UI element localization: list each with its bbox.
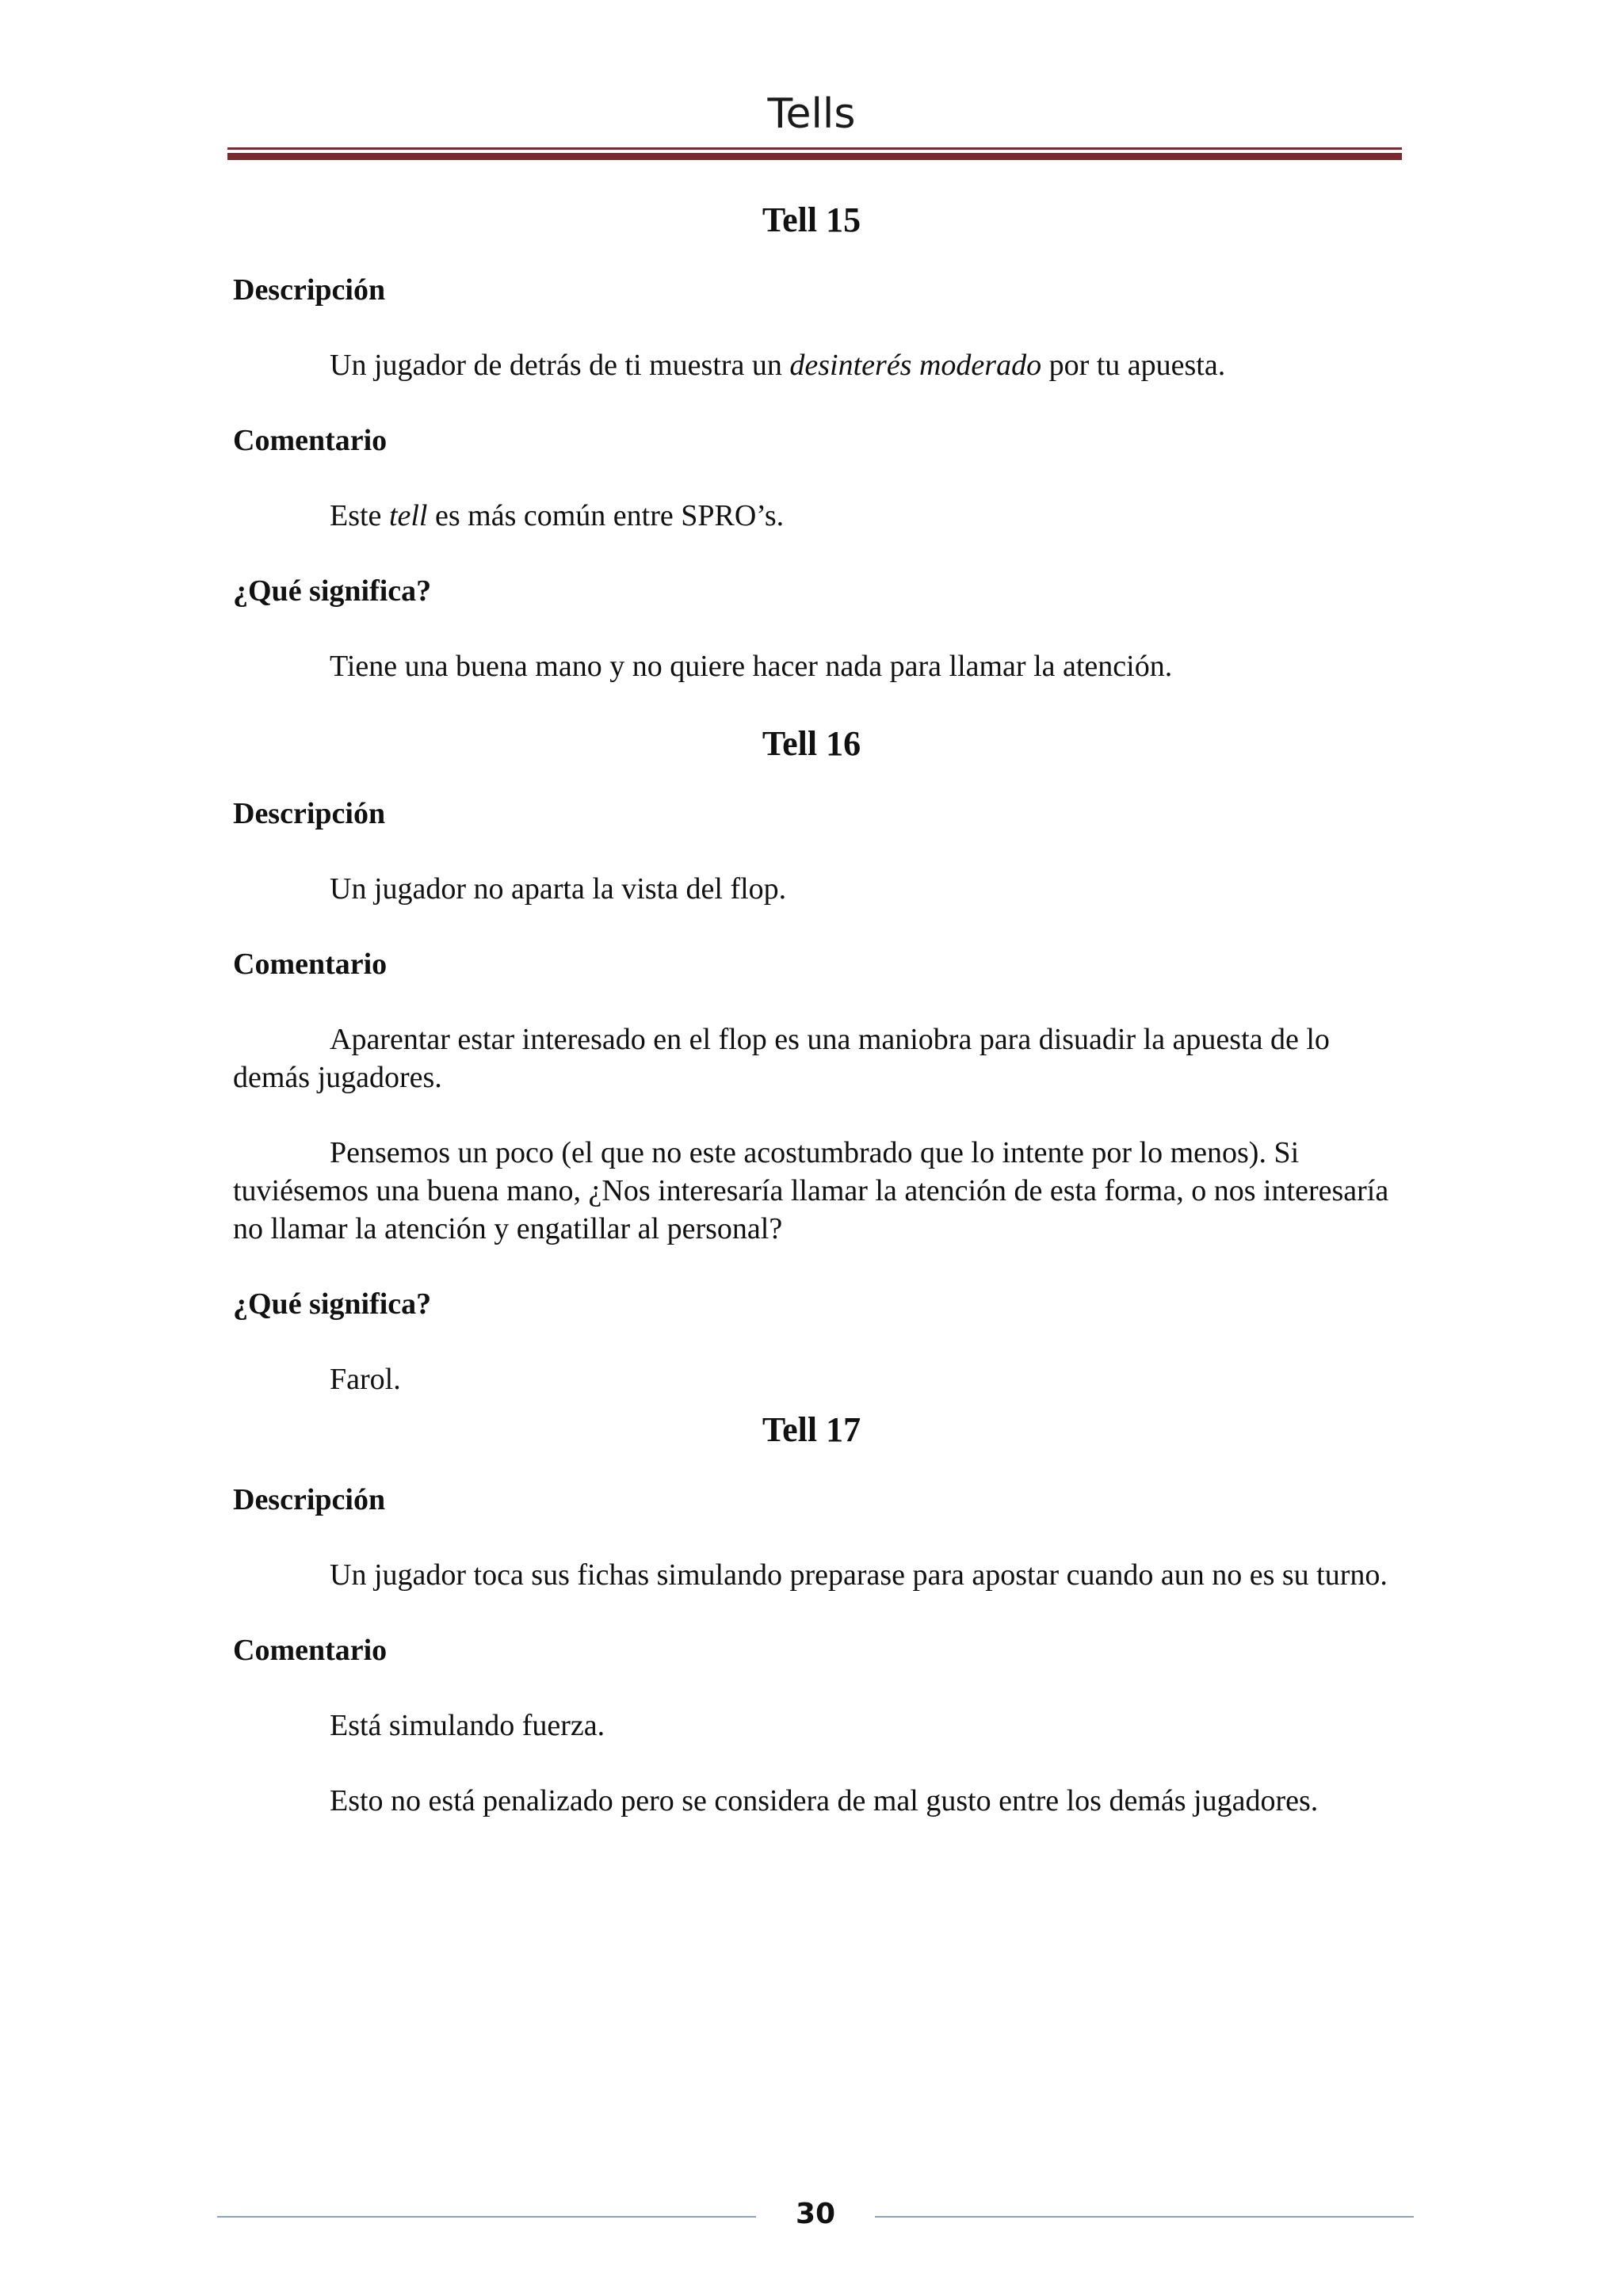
tell-16-comment-label: Comentario [233, 948, 388, 981]
tell-15-meaning: Tiene una buena mano y no quiere hacer nada para llamar la atención. [330, 650, 1173, 683]
tell-16-section [233, 720, 1390, 1398]
running-header-title: Tells [767, 90, 856, 138]
header-rule-thin [227, 147, 1402, 150]
tell-15-description-part-3: por tu apuesta. [1041, 349, 1226, 382]
tell-15-comment-part-1: Este [330, 499, 389, 532]
tell-16-description: Un jugador no aparta la vista del flop. [330, 872, 787, 906]
page-number: 30 [795, 2198, 836, 2230]
tell-17-comment-paragraph-2: Esto no está penalizado pero se considera de mal gusto entre los demás jugadores. [330, 1784, 1319, 1817]
footer-rule-right [875, 2216, 1414, 2218]
tell-15-description-emphasis: desinterés moderado [789, 349, 1042, 382]
tell-16-meaning-label: ¿Qué significa? [233, 1287, 432, 1321]
tell-17-description: Un jugador toca sus fichas simulando preparase para apostar cuando aun no es su turno. [330, 1558, 1388, 1592]
tell-17-description-label: Descripción [233, 1483, 386, 1516]
tell-15-meaning-label: ¿Qué significa? [233, 574, 432, 608]
tell-16-description-label: Descripción [233, 797, 386, 830]
tell-16-comment-paragraph-1: Aparentar estar interesado en el flop es una maniobra para disuadir la apuesta de lo demás jugadores. [233, 1023, 1330, 1094]
tell-17-comment-paragraph-1: Está simulando fuerza. [330, 1709, 605, 1742]
tell-15-comment-emphasis: tell [388, 499, 428, 532]
header-rule-thick [227, 153, 1402, 160]
tell-17-section [233, 1406, 1390, 1820]
tell-15-section [233, 196, 1390, 685]
tell-15-description-label: Descripción [233, 273, 386, 307]
tell-15-comment-part-3: es más común entre SPRO’s. [427, 499, 785, 532]
tell-15-comment [233, 497, 1390, 535]
tell-15-description-part-1: Un jugador de detrás de ti muestra un [330, 349, 790, 382]
tell-15-comment-label: Comentario [233, 424, 388, 457]
tell-15-description [233, 346, 1390, 384]
tell-17-title: Tell 17 [762, 1410, 861, 1449]
tell-15-title: Tell 15 [762, 200, 861, 239]
page-content [233, 196, 1390, 1820]
tell-17-comment-label: Comentario [233, 1634, 388, 1667]
tell-16-comment-paragraph-2: Pensemos un poco (el que no este acostumbrado que lo intente por lo menos). Si tuviésemos una buena mano, ¿Nos interesaría llamar la atención de esta forma, o nos interesaría no llamar la atención y engatillar al personal? [233, 1136, 1389, 1245]
tell-16-meaning: Farol. [330, 1363, 401, 1396]
tell-16-title: Tell 16 [762, 724, 861, 763]
page-footer [217, 2195, 1414, 2239]
